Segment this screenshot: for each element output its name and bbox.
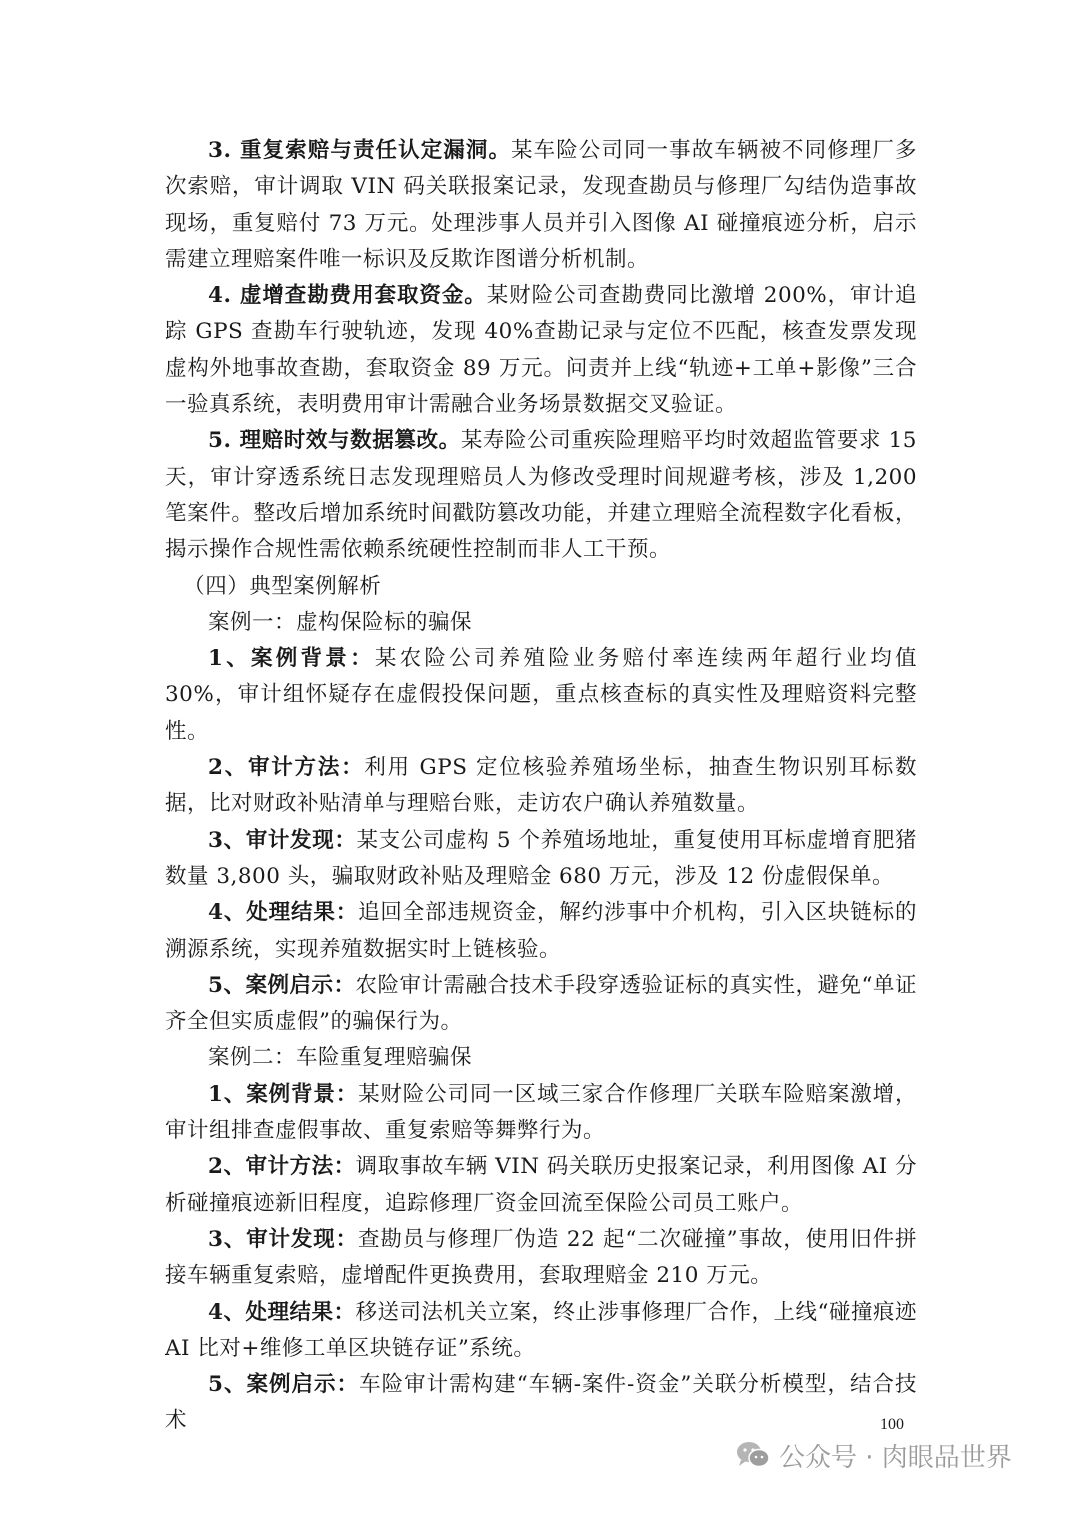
item-number: 5. (208, 428, 240, 454)
watermark-text: 公众号 · 肉眼品世界 (779, 1442, 1012, 1473)
item-text: 追回全部违规资金，解约涉事中介机构，引入区块链标的溯源系统，实现养殖数据实时上链核验。 (165, 900, 917, 962)
section-title: （四）典型案例解析 (183, 573, 382, 599)
item-label: 1、案例背景： (208, 646, 375, 672)
item-text: 某寿险公司重疾险理赔平均时效超监管要求 15 天，审计穿透系统日志发现理赔员人为修改受理时间规避考核，涉及 1,200 笔案件。整改后增加系统时间戳防篡改功能，并建立理赔全流程数字化看板，揭示操作合规性需依赖系统硬性控制而非人工干预。 (165, 428, 917, 563)
item-label: 5、案例启示： (208, 972, 356, 998)
item-text: 调取事故车辆 VIN 码关联历史报案记录，利用图像 AI 分析碰撞痕迹新旧程度，追踪修理厂资金回流至保险公司员工账户。 (165, 1154, 917, 1216)
item-text: 查勘员与修理厂伪造 22 起“二次碰撞”事故，使用旧件拼接车辆重复索赔，虚增配件更换费用，套取理赔金 210 万元。 (165, 1226, 917, 1289)
item-number: 3. (208, 138, 241, 163)
item-heading: 虚增查勘费用套取资金。 (239, 283, 487, 309)
case2-item (165, 1295, 917, 1368)
item-text: 农险审计需融合技术手段穿透验证标的真实性，避免“单证齐全但实质虚假”的骗保行为。 (165, 972, 917, 1035)
paragraph-4 (165, 278, 917, 423)
paragraph-5 (165, 423, 917, 568)
item-label: 3、审计发现： (208, 827, 357, 853)
wechat-icon (735, 1440, 771, 1470)
item-text: 某财险公司同一区域三家合作修理厂关联车险赔案激增，审计组排查虚假事故、重复索赔等舞弊行为。 (165, 1081, 917, 1144)
case1-item (165, 823, 917, 896)
case1-item (165, 895, 917, 968)
item-label: 2、审计方法： (208, 755, 365, 781)
case2-item (165, 1149, 917, 1222)
case2-item (165, 1367, 917, 1440)
case2-title: 案例二：车险重复理赔骗保 (208, 1045, 473, 1071)
item-heading: 理赔时效与数据篡改。 (239, 428, 461, 454)
item-label: 4、处理结果： (208, 1299, 356, 1325)
case1-title: 案例一：虚构保险标的骗保 (208, 609, 473, 635)
item-heading: 重复索赔与责任认定漏洞。 (240, 138, 512, 163)
item-text: 某财险公司查勘费同比激增 200%，审计追踪 GPS 查勘车行驶轨迹，发现 40%查勘记录与定位不匹配，核查发票发现虚构外地事故查勘，套取资金 89 万元。问责并上线“轨迹+工单+影像”三合一验真系统，表明费用审计需融合业务场景数据交叉验证。 (165, 283, 917, 418)
item-text: 某农险公司养殖险业务赔付率连续两年超行业均值 30%，审计组怀疑存在虚假投保问题，重点核查标的真实性及理赔资料完整性。 (165, 646, 917, 744)
item-label: 5、案例启示： (208, 1372, 360, 1398)
case2-item (165, 1222, 917, 1295)
item-label: 3、审计发现： (208, 1226, 358, 1252)
case1-item (165, 750, 917, 823)
item-text: 某车险公司同一事故车辆被不同修理厂多次索赔，审计调取 VIN 码关联报案记录，发现查勘员与修理厂勾结伪造事故现场，重复赔付 73 万元。处理涉事人员并引入图像 AI 碰撞痕迹分析，启示需建立理赔案件唯一标识及反欺诈图谱分析机制。 (165, 138, 917, 272)
item-label: 4、处理结果： (208, 900, 359, 926)
item-text: 某支公司虚构 5 个养殖场地址，重复使用耳标虚增育肥猪数量 3,800 头，骗取财政补贴及理赔金 680 万元，涉及 12 份虚假保单。 (165, 827, 917, 889)
item-text: 移送司法机关立案，终止涉事修理厂合作，上线“碰撞痕迹AI 比对+维修工单区块链存证”系统。 (165, 1299, 917, 1361)
page-number: 100 (880, 1416, 904, 1433)
case2-item (165, 1077, 917, 1150)
item-number: 4. (208, 283, 240, 309)
watermark (735, 1435, 1012, 1475)
case1-item (165, 641, 917, 750)
item-label: 2、审计方法： (208, 1154, 356, 1180)
page-content (165, 133, 917, 1440)
paragraph-3 (165, 133, 917, 278)
case1-item (165, 968, 917, 1041)
item-text: 车险审计需构建“车辆-案件-资金”关联分析模型，结合技术 (165, 1372, 917, 1434)
item-text: 利用 GPS 定位核验养殖场坐标，抽查生物识别耳标数据，比对财政补贴清单与理赔台账，走访农户确认养殖数量。 (165, 755, 917, 817)
item-label: 1、案例背景： (208, 1081, 359, 1107)
